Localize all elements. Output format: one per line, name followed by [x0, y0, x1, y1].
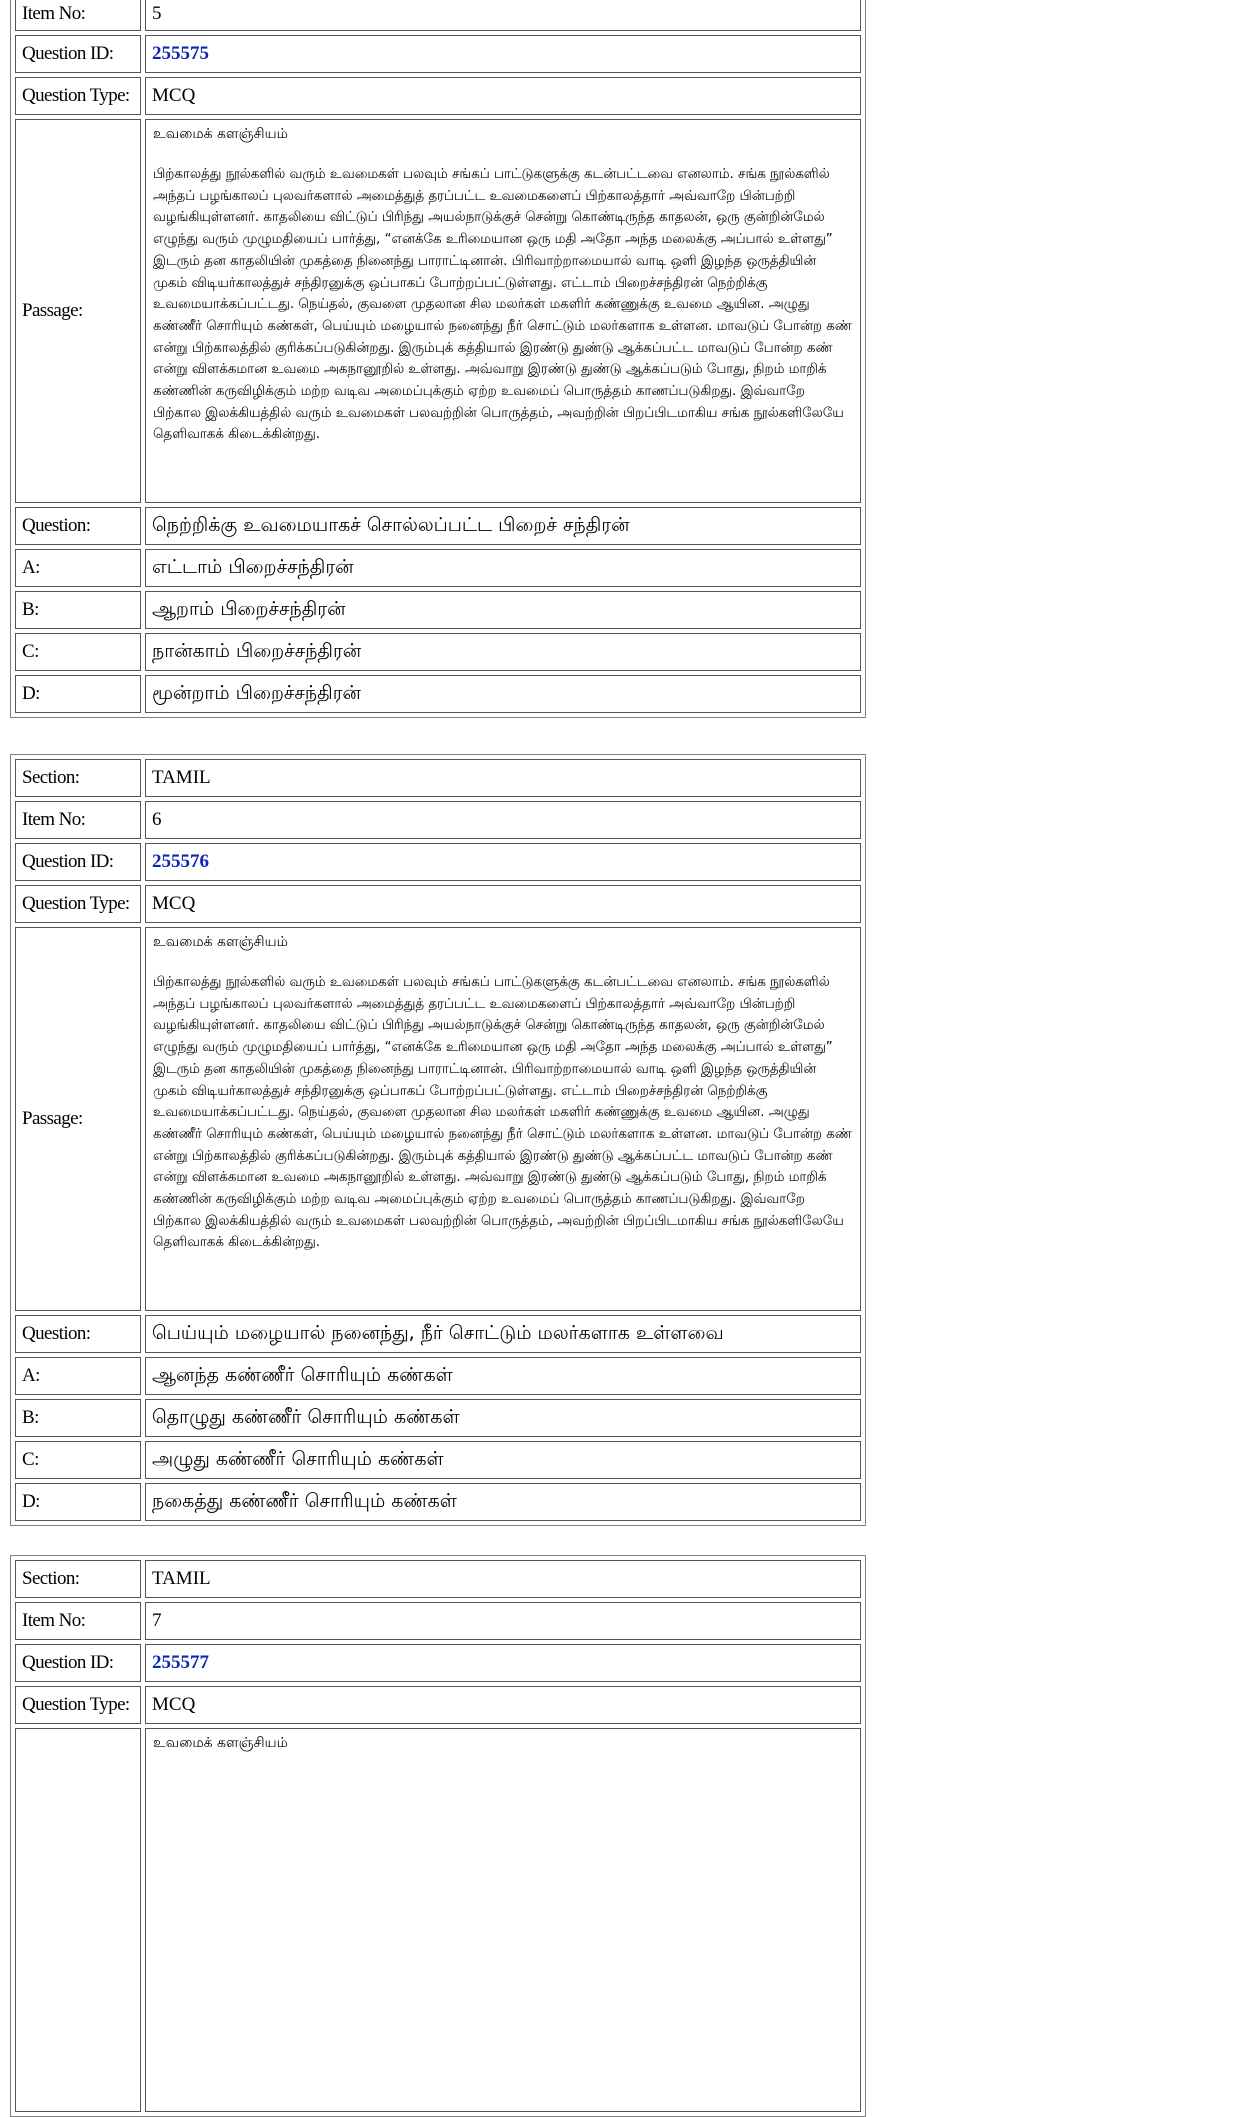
question-type-value: MCQ [145, 77, 861, 115]
section-value: TAMIL [145, 1560, 861, 1598]
option-c-label: C: [15, 633, 141, 671]
option-c-text: அழுது கண்ணீர் சொரியும் கண்கள் [145, 1441, 861, 1479]
question-type-label: Question Type: [15, 77, 141, 115]
option-d-text: நகைத்து கண்ணீர் சொரியும் கண்கள் [145, 1483, 861, 1521]
question-label: Question: [15, 1315, 141, 1353]
question-type-label: Question Type: [15, 1686, 141, 1724]
question-type-label: Question Type: [15, 885, 141, 923]
passage-label: Passage: [15, 927, 141, 1311]
passage-cell [145, 1728, 861, 2112]
question-id-link[interactable]: 255575 [152, 43, 209, 64]
question-id-label: Question ID: [15, 843, 141, 881]
option-d-label: D: [15, 1483, 141, 1521]
passage-label [15, 1728, 141, 2112]
passage-cell [145, 927, 861, 1311]
question-id-label: Question ID: [15, 1644, 141, 1682]
passage-title: உவமைக் களஞ்சியம் [153, 934, 288, 950]
item-no-value: 7 [145, 1602, 861, 1640]
question-label: Question: [15, 507, 141, 545]
option-c-label: C: [15, 1441, 141, 1479]
option-a-text: எட்டாம் பிறைச்சந்திரன் [145, 549, 861, 587]
question-type-value: MCQ [145, 885, 861, 923]
option-b-label: B: [15, 1399, 141, 1437]
question-id-link[interactable]: 255577 [152, 1652, 209, 1673]
passage-title: உவமைக் களஞ்சியம் [153, 126, 288, 142]
passage-title: உவமைக் களஞ்சியம் [153, 1735, 288, 1751]
question-id-link[interactable]: 255576 [152, 851, 209, 872]
item-no-label: Item No: [15, 1602, 141, 1640]
section-label: Section: [15, 759, 141, 797]
option-d-text: மூன்றாம் பிறைச்சந்திரன் [145, 675, 861, 713]
question-type-value: MCQ [145, 1686, 861, 1724]
option-c-text: நான்காம் பிறைச்சந்திரன் [145, 633, 861, 671]
option-b-text: ஆறாம் பிறைச்சந்திரன் [145, 591, 861, 629]
passage-text: பிற்காலத்து நூல்களில் வரும் உவமைகள் பலவும் சங்கப் பாட்டுகளுக்கு கடன்பட்டவை எனலாம். சங்க நூல்களில் அந்தப் பழங்காலப் புலவர்களால் அமைத்துத் தரப்பட்ட உவமைகளைப் பிற்காலத்தார் அவ்வாறே பின்பற்றி வழங்கியுள்ளனர். காதலியை விட்டுப் பிரிந்து அயல்நாடுக்குச் சென்று கொண்டிருந்த காதலன், ஒரு குன்றின்மேல் எழுந்து வரும் முழுமதியைப் பார்த்து, “எனக்கே உரிமையான ஒரு மதி அதோ அந்த மலைக்கு அப்பால் உள்ளது” இடரும் தன காதலியின் முகத்தை நினைந்து பாராட்டினான். பிரிவாற்றாமையால் வாடி ஒளி இழந்த ஒருத்தியின் முகம் விடியர்காலத்துச் சந்திரனுக்கு ஒப்பாகப் போற்றப்பட்டுள்ளது. எட்டாம் பிறைச்சந்திரன் நெற்றிக்கு உவமையாக்கப்பட்டது. நெய்தல், குவளை முதலான சில மலர்கள் மகளிர் கண்ணுக்கு உவமை ஆயின. அழுது கண்ணீர் சொரியும் கண்கள், பெய்யும் மழையால் நனைந்து நீர் சொட்டும் மலர்களாக உள்ளன. மாவடுப் போன்ற கண் என்று பிற்காலத்தில் குரிக்கப்படுகின்றது. இரும்புக் கத்தியால் இரண்டு துண்டு ஆக்கப்பட்ட மாவடுப் போன்ற கண் என்று விளக்கமான உவமை அகநானூறில் உள்ளது. அவ்வாறு இரண்டு துண்டு ஆக்கப்படும் போது, நிறம் மாறிக் கண்ணின் கருவிழிக்கும் மற்ற வடிவ அமைப்புக்கும் ஏற்ற உவமைப் பொருத்தம் காணப்படுகிறது. இவ்வாறே பிற்கால இலக்கியத்தில் வரும் உவமைகள் பலவற்றின் பொருத்தம், அவற்றின் பிறப்பிடமாகிய சங்க நூல்களிலேயே தெளிவாகக் கிடைக்கின்றது. [153, 975, 852, 1251]
option-d-label: D: [15, 675, 141, 713]
passage-text: பிற்காலத்து நூல்களில் வரும் உவமைகள் பலவும் சங்கப் பாட்டுகளுக்கு கடன்பட்டவை எனலாம். சங்க நூல்களில் அந்தப் பழங்காலப் புலவர்களால் அமைத்துத் தரப்பட்ட உவமைகளைப் பிற்காலத்தார் அவ்வாறே பின்பற்றி வழங்கியுள்ளனர். காதலியை விட்டுப் பிரிந்து அயல்நாடுக்குச் சென்று கொண்டிருந்த காதலன், ஒரு குன்றின்மேல் எழுந்து வரும் முழுமதியைப் பார்த்து, “எனக்கே உரிமையான ஒரு மதி அதோ அந்த மலைக்கு அப்பால் உள்ளது” இடரும் தன காதலியின் முகத்தை நினைந்து பாராட்டினான். பிரிவாற்றாமையால் வாடி ஒளி இழந்த ஒருத்தியின் முகம் விடியர்காலத்துச் சந்திரனுக்கு ஒப்பாகப் போற்றப்பட்டுள்ளது. எட்டாம் பிறைச்சந்திரன் நெற்றிக்கு உவமையாக்கப்பட்டது. நெய்தல், குவளை முதலான சில மலர்கள் மகளிர் கண்ணுக்கு உவமை ஆயின. அழுது கண்ணீர் சொரியும் கண்கள், பெய்யும் மழையால் நனைந்து நீர் சொட்டும் மலர்களாக உள்ளன. மாவடுப் போன்ற கண் என்று பிற்காலத்தில் குரிக்கப்படுகின்றது. இரும்புக் கத்தியால் இரண்டு துண்டு ஆக்கப்பட்ட மாவடுப் போன்ற கண் என்று விளக்கமான உவமை அகநானூறில் உள்ளது. அவ்வாறு இரண்டு துண்டு ஆக்கப்படும் போது, நிறம் மாறிக் கண்ணின் கருவிழிக்கும் மற்ற வடிவ அமைப்புக்கும் ஏற்ற உவமைப் பொருத்தம் காணப்படுகிறது. இவ்வாறே பிற்கால இலக்கியத்தில் வரும் உவமைகள் பலவற்றின் பொருத்தம், அவற்றின் பிறப்பிடமாகிய சங்க நூல்களிலேயே தெளிவாகக் கிடைக்கின்றது. [153, 167, 852, 443]
section-value: TAMIL [145, 759, 861, 797]
option-a-label: A: [15, 1357, 141, 1395]
passage-label: Passage: [15, 119, 141, 503]
passage-cell [145, 119, 861, 503]
section-label: Section: [15, 1560, 141, 1598]
option-b-text: தொழுது கண்ணீர் சொரியும் கண்கள் [145, 1399, 861, 1437]
question-text: நெற்றிக்கு உவமையாகச் சொல்லப்பட்ட பிறைச் சந்திரன் [145, 507, 861, 545]
question-text: பெய்யும் மழையால் நனைந்து, நீர் சொட்டும் மலர்களாக உள்ளவை [145, 1315, 861, 1353]
option-a-text: ஆனந்த கண்ணீர் சொரியும் கண்கள் [145, 1357, 861, 1395]
question-block-6 [10, 754, 866, 1526]
option-a-label: A: [15, 549, 141, 587]
option-b-label: B: [15, 591, 141, 629]
item-no-label: Item No: [15, 0, 141, 31]
item-no-value: 6 [145, 801, 861, 839]
question-id-label: Question ID: [15, 35, 141, 73]
question-block-7 [10, 1555, 866, 2117]
item-no-label: Item No: [15, 801, 141, 839]
question-block-5 [10, 0, 866, 718]
item-no-value: 5 [145, 0, 861, 31]
